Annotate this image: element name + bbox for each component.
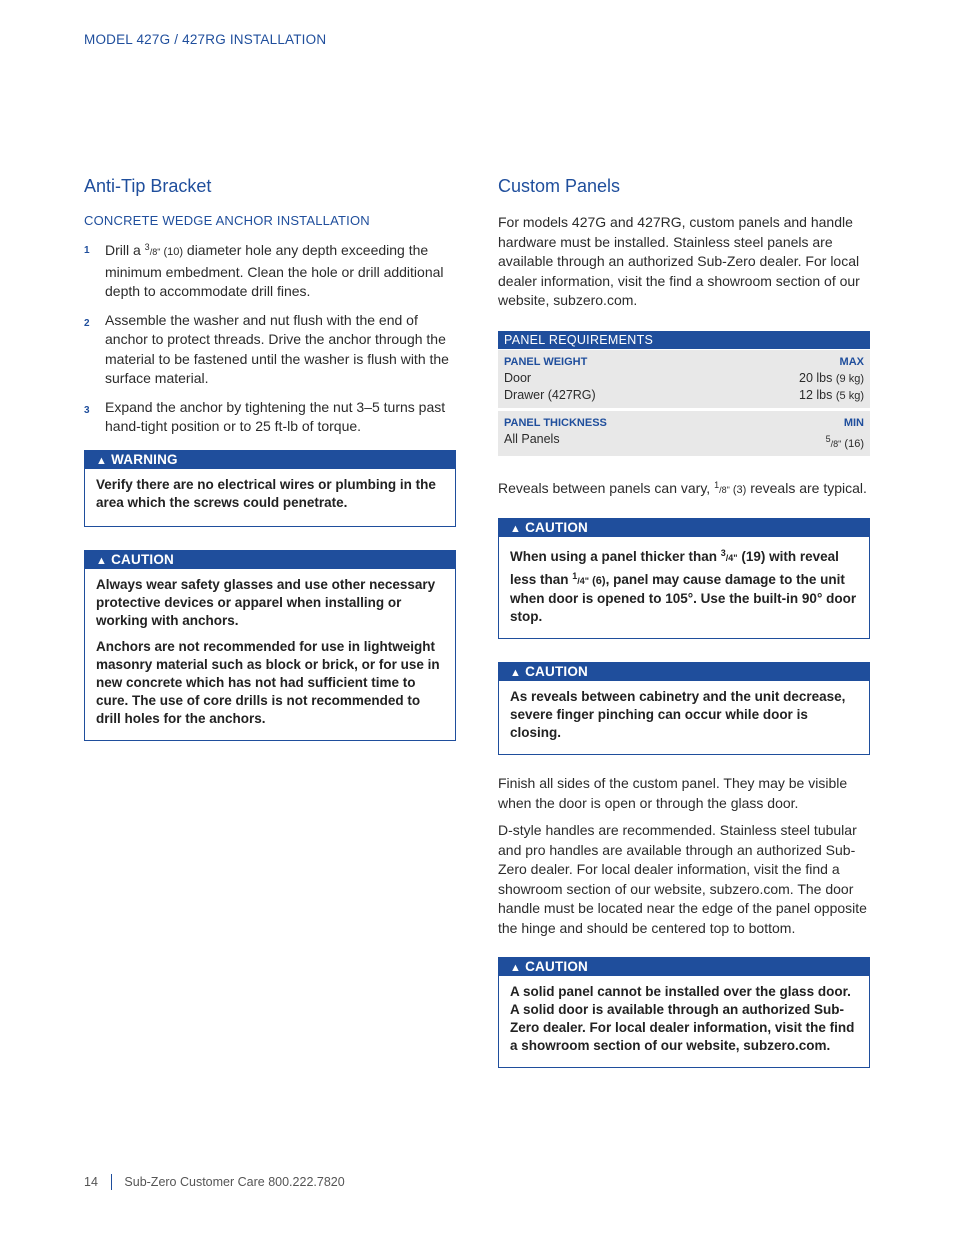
fraction-denominator: /8" (149, 247, 161, 257)
fraction (825, 433, 842, 449)
warning-title: WARNING (111, 451, 178, 467)
value: 20 lbs (799, 370, 833, 385)
panel-thickness-section (498, 411, 870, 456)
column-header: MAX (839, 355, 864, 368)
caution-title: CAUTION (525, 520, 588, 535)
running-header: MODEL 427G / 427RG INSTALLATION (84, 32, 327, 47)
list-item (84, 238, 456, 302)
fraction-numerator: 1 (572, 571, 578, 581)
fraction (144, 242, 161, 257)
caution-body: As reveals between cabinetry and the unit decrease, severe finger pinching can occur while door is closing. (510, 689, 846, 740)
warning-box (84, 450, 456, 527)
caution-title: CAUTION (111, 551, 174, 567)
fraction-denominator: /8" (830, 438, 842, 449)
installation-steps (84, 238, 456, 437)
text-part: reveals are typical. (746, 479, 867, 496)
step-text: Expand the anchor by tightening the nut 3–5 turns past hand-tight position or to 25 ft-lb of torque. (105, 398, 446, 434)
warning-triangle-icon: ▲ (96, 454, 108, 467)
caution-title-bar (499, 958, 869, 976)
caution-title: CAUTION (525, 959, 588, 974)
footer-contact: Sub-Zero Customer Care 800.222.7820 (124, 1175, 345, 1189)
fraction-denominator: /4" (577, 576, 590, 586)
warning-triangle-icon: ▲ (510, 962, 522, 974)
fraction-numerator: 3 (144, 242, 150, 252)
text-part: Reveals between panels can vary, (498, 479, 715, 496)
table-cell (799, 387, 864, 404)
fraction-denominator: /8" (719, 484, 730, 495)
column-header: PANEL WEIGHT (504, 355, 588, 368)
page-number: 14 (84, 1175, 98, 1189)
step-text (105, 238, 456, 302)
page-footer (84, 1174, 345, 1190)
table-row (504, 415, 864, 431)
fraction-numerator: 5 (825, 433, 831, 444)
caution-body (85, 569, 455, 740)
metric-value: (16) (841, 437, 864, 450)
text-part: When using a panel thicker than (510, 549, 721, 564)
footer-divider (111, 1174, 113, 1190)
warning-body: Verify there are no electrical wires or plumbing in the area which the screws could penetrate. (96, 476, 436, 510)
value: 12 lbs (799, 387, 833, 402)
section-subheading: CONCRETE WEDGE ANCHOR INSTALLATION (84, 213, 370, 228)
caution-body (499, 537, 869, 638)
list-item (84, 398, 456, 437)
section-heading: Custom Panels (498, 176, 621, 196)
caution-title-bar (85, 551, 455, 569)
step-number: 1 (84, 245, 90, 256)
custom-panels-section (498, 176, 874, 1068)
step-number: 3 (84, 404, 90, 416)
table-title: PANEL REQUIREMENTS (498, 331, 870, 349)
caution-paragraph: Always wear safety glasses and use other necessary protective devices or apparel when installing or working with anchors. (96, 576, 436, 628)
table-cell: Door (504, 370, 532, 385)
caution-box (498, 957, 870, 1068)
metric-value: (6) (589, 575, 606, 587)
panel-weight-section (498, 350, 870, 408)
caution-box (84, 550, 456, 741)
caution-body: A solid panel cannot be installed over the glass door. A solid door is available through an authorized Sub-Zero dealer. For local dealer information, visit the find a showroom section of our website, subzero.com. (510, 984, 855, 1053)
metric-value: (10) (160, 246, 184, 258)
fraction-numerator: 3 (720, 548, 726, 558)
list-item (84, 311, 456, 389)
metric-value: (9 kg) (835, 372, 864, 385)
table-row (504, 370, 864, 387)
table-row (504, 387, 864, 404)
column-header: PANEL THICKNESS (504, 416, 607, 429)
reveals-paragraph (498, 476, 874, 501)
text-part: (19) with reveal less than (510, 549, 839, 587)
fraction-denominator: /4" (725, 553, 738, 563)
intro-paragraph: For models 427G and 427RG, custom panels and handle hardware must be installed. Stainless steel panels are available through an authorized Sub-Zero dealer. For local dealer information, visit the find a showroom section of our website, subzero.com. (498, 214, 860, 308)
warning-triangle-icon: ▲ (510, 523, 522, 535)
metric-value: (3) (729, 483, 747, 496)
finish-paragraph: Finish all sides of the custom panel. They may be visible when the door is open or through the glass door. (498, 775, 848, 811)
anti-tip-bracket-section (84, 176, 456, 741)
caution-paragraph: Anchors are not recommended for use in lightweight masonry material such as block or brick, or for use in new concrete which has not had sufficient time to cure. The use of core drills is not recommended to drill holes for the anchors. (96, 638, 440, 726)
caution-title: CAUTION (525, 664, 588, 679)
panel-requirements-table (498, 331, 870, 456)
column-header: MIN (843, 416, 864, 429)
warning-triangle-icon: ▲ (510, 667, 522, 679)
metric-value: (5 kg) (835, 389, 864, 402)
warning-title-bar (85, 451, 455, 469)
table-cell: All Panels (504, 431, 560, 446)
fraction (714, 479, 730, 495)
caution-title-bar (499, 519, 869, 537)
table-row (504, 354, 864, 370)
fraction (720, 548, 738, 563)
table-cell (826, 431, 864, 452)
step-text: Assemble the washer and nut flush with the end of anchor to protect threads. Drive the anchor through the material to be fastened until the washer is flush with the surface material. (105, 311, 449, 386)
handles-paragraph: D-style handles are recommended. Stainless steel tubular and pro handles are available through an authorized Sub-Zero dealer. For local dealer information, visit the find a showroom section of our website, subzero.com. The door handle must be located near the edge of the panel opposite the hinge and should be centered top to bottom. (498, 822, 867, 936)
warning-triangle-icon: ▲ (96, 554, 108, 567)
text-part: , panel may cause damage to the unit when door is opened to 105°. Use the built-in 90° door stop. (510, 572, 857, 624)
fraction-numerator: 1 (714, 479, 720, 490)
caution-box (498, 662, 870, 755)
caution-box (498, 518, 870, 639)
table-cell (799, 370, 864, 387)
caution-title-bar (499, 663, 869, 681)
table-row (504, 431, 864, 452)
step-text-part: Drill a (105, 242, 145, 258)
section-heading: Anti-Tip Bracket (84, 176, 212, 196)
step-number: 2 (84, 317, 90, 329)
fraction (572, 571, 590, 586)
table-cell: Drawer (427RG) (504, 387, 596, 402)
step-text-part: diameter hole any depth exceeding the minimum embedment. Clean the hole or drill additional depth to accommodate drill fines. (105, 242, 444, 299)
